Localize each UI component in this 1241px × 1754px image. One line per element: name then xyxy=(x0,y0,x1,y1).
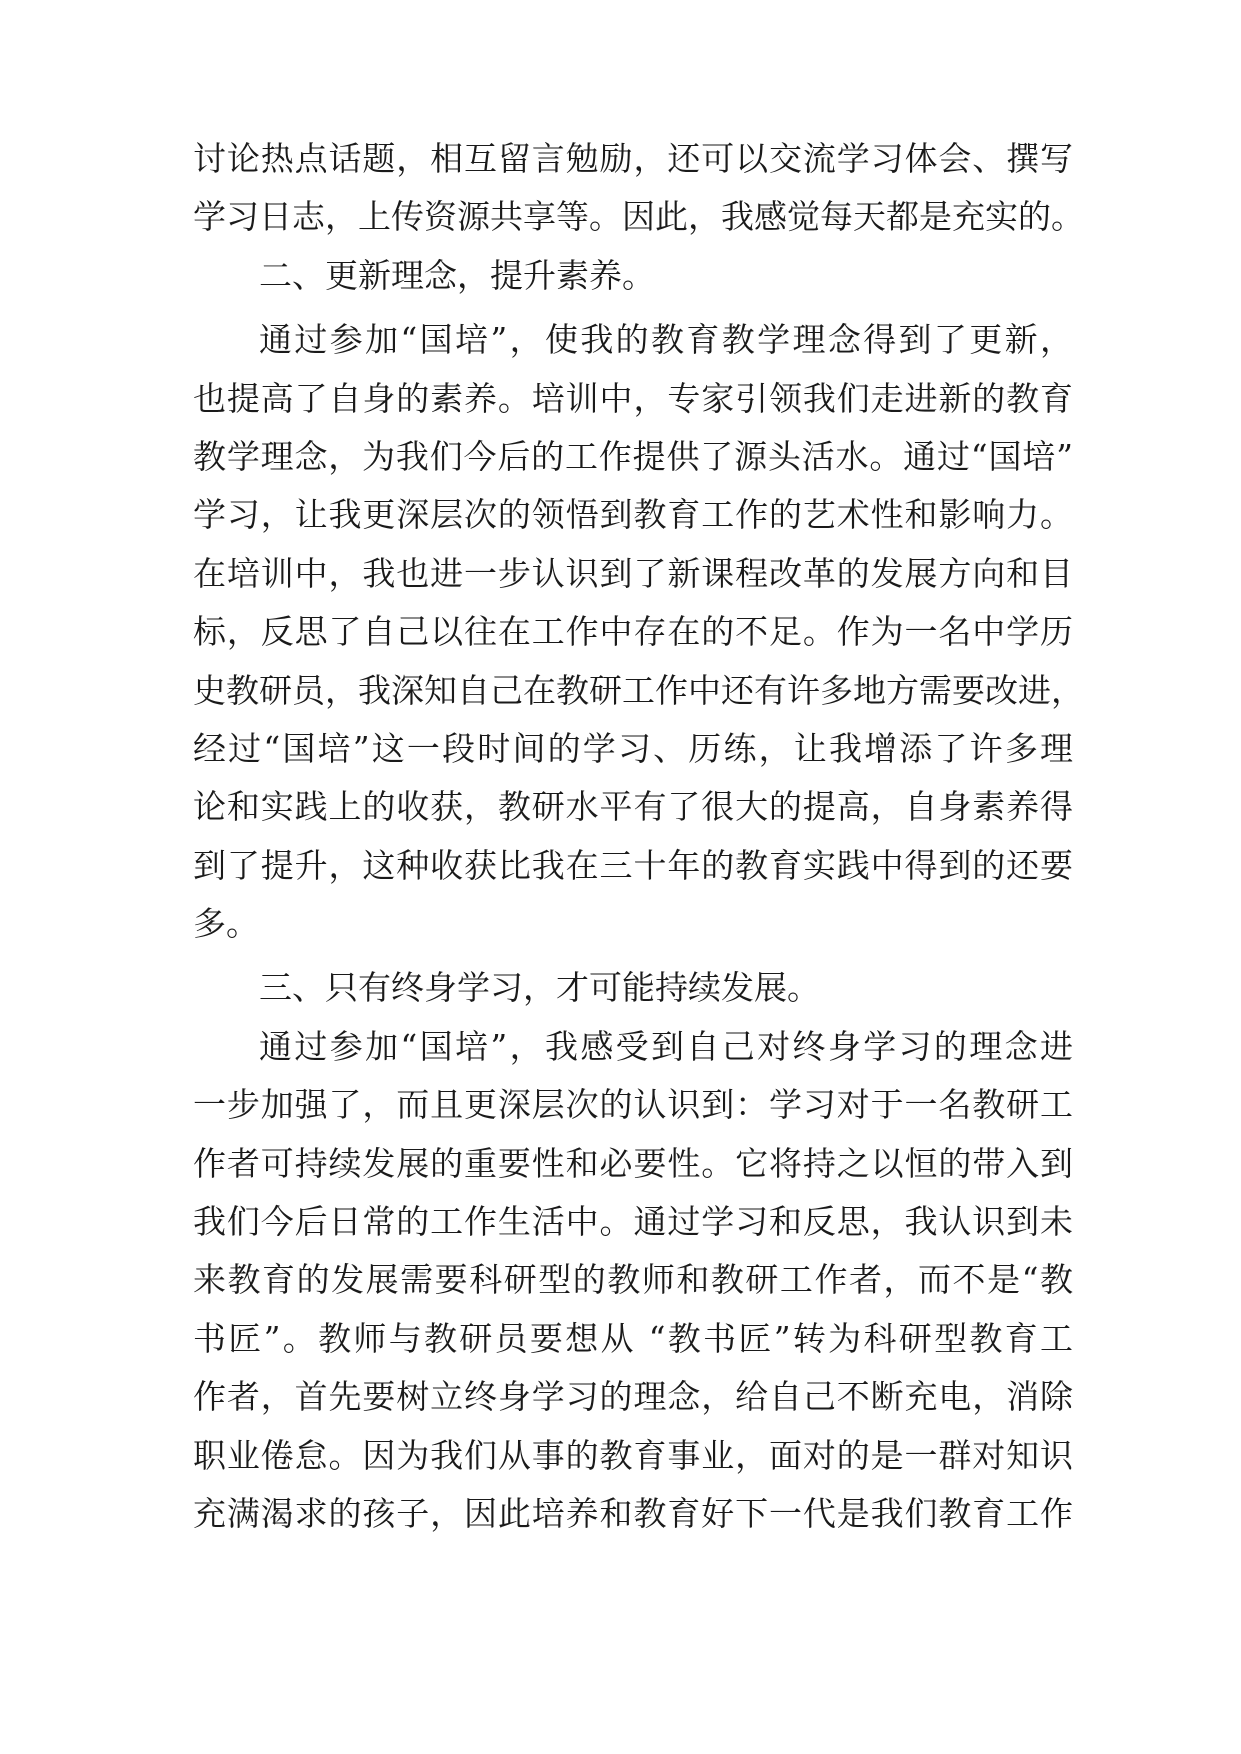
paragraph-line: 学习日志，上传资源共享等。因此，我感觉每天都是充实的。 xyxy=(193,197,1084,237)
paragraph-line: 教学理念，为我们今后的工作提供了源头活水。通过“国培” xyxy=(193,436,1073,476)
paragraph-line: 论和实践上的收获，教研水平有了很大的提高，自身素养得 xyxy=(193,787,1073,827)
paragraph-line: 书匠”。教师与教研员要想从 “教书匠”转为科研型教育工 xyxy=(193,1318,1073,1358)
paragraph-line: 作者可持续发展的重要性和必要性。它将持之以恒的带入到 xyxy=(193,1143,1073,1183)
paragraph-line: 学习，让我更深层次的领悟到教育工作的艺术性和影响力。 xyxy=(193,495,1073,535)
paragraph-line: 讨论热点话题，相互留言勉励，还可以交流学习体会、撰写 xyxy=(193,139,1073,178)
body-text xyxy=(193,130,1084,1543)
paragraph-line: 标，反思了自己以往在工作中存在的不足。作为一名中学历 xyxy=(193,612,1073,652)
paragraph-line: 在培训中，我也进一步认识到了新课程改革的发展方向和目 xyxy=(193,553,1073,593)
paragraph-line: 一步加强了，而且更深层次的认识到：学习对于一名教研工 xyxy=(193,1085,1073,1125)
paragraph-line: 我们今后日常的工作生活中。通过学习和反思，我认识到未 xyxy=(193,1202,1073,1242)
paragraph-line: 充满渴求的孩子，因此培养和教育好下一代是我们教育工作 xyxy=(193,1493,1073,1533)
paragraph-line: 作者，首先要树立终身学习的理念，给自己不断充电，消除 xyxy=(193,1377,1073,1417)
paragraph-line: 多。 xyxy=(193,904,259,944)
section-heading-2: 二、更新理念，提升素养。 xyxy=(259,255,655,295)
paragraph-line: 通过参加“国培”，使我的教育教学理念得到了更新， xyxy=(259,320,1073,360)
paragraph-line: 到了提升，这种收获比我在三十年的教育实践中得到的还要 xyxy=(193,845,1073,885)
paragraph-line: 也提高了自身的素养。培训中，专家引领我们走进新的教育 xyxy=(193,378,1073,418)
paragraph-line: 通过参加“国培”，我感受到自己对终身学习的理念进 xyxy=(259,1026,1073,1066)
paragraph-line: 史教研员，我深知自己在教研工作中还有许多地方需要改进， xyxy=(193,670,1084,710)
paragraph-line: 经过“国培”这一段时间的学习、历练，让我增添了许多理 xyxy=(193,728,1073,768)
section-heading-3: 三、只有终身学习，才可能持续发展。 xyxy=(259,968,820,1008)
paragraph-line: 来教育的发展需要科研型的教师和教研工作者，而不是“教 xyxy=(193,1260,1073,1300)
paragraph-line: 职业倦怠。因为我们从事的教育事业，面对的是一群对知识 xyxy=(193,1435,1073,1475)
